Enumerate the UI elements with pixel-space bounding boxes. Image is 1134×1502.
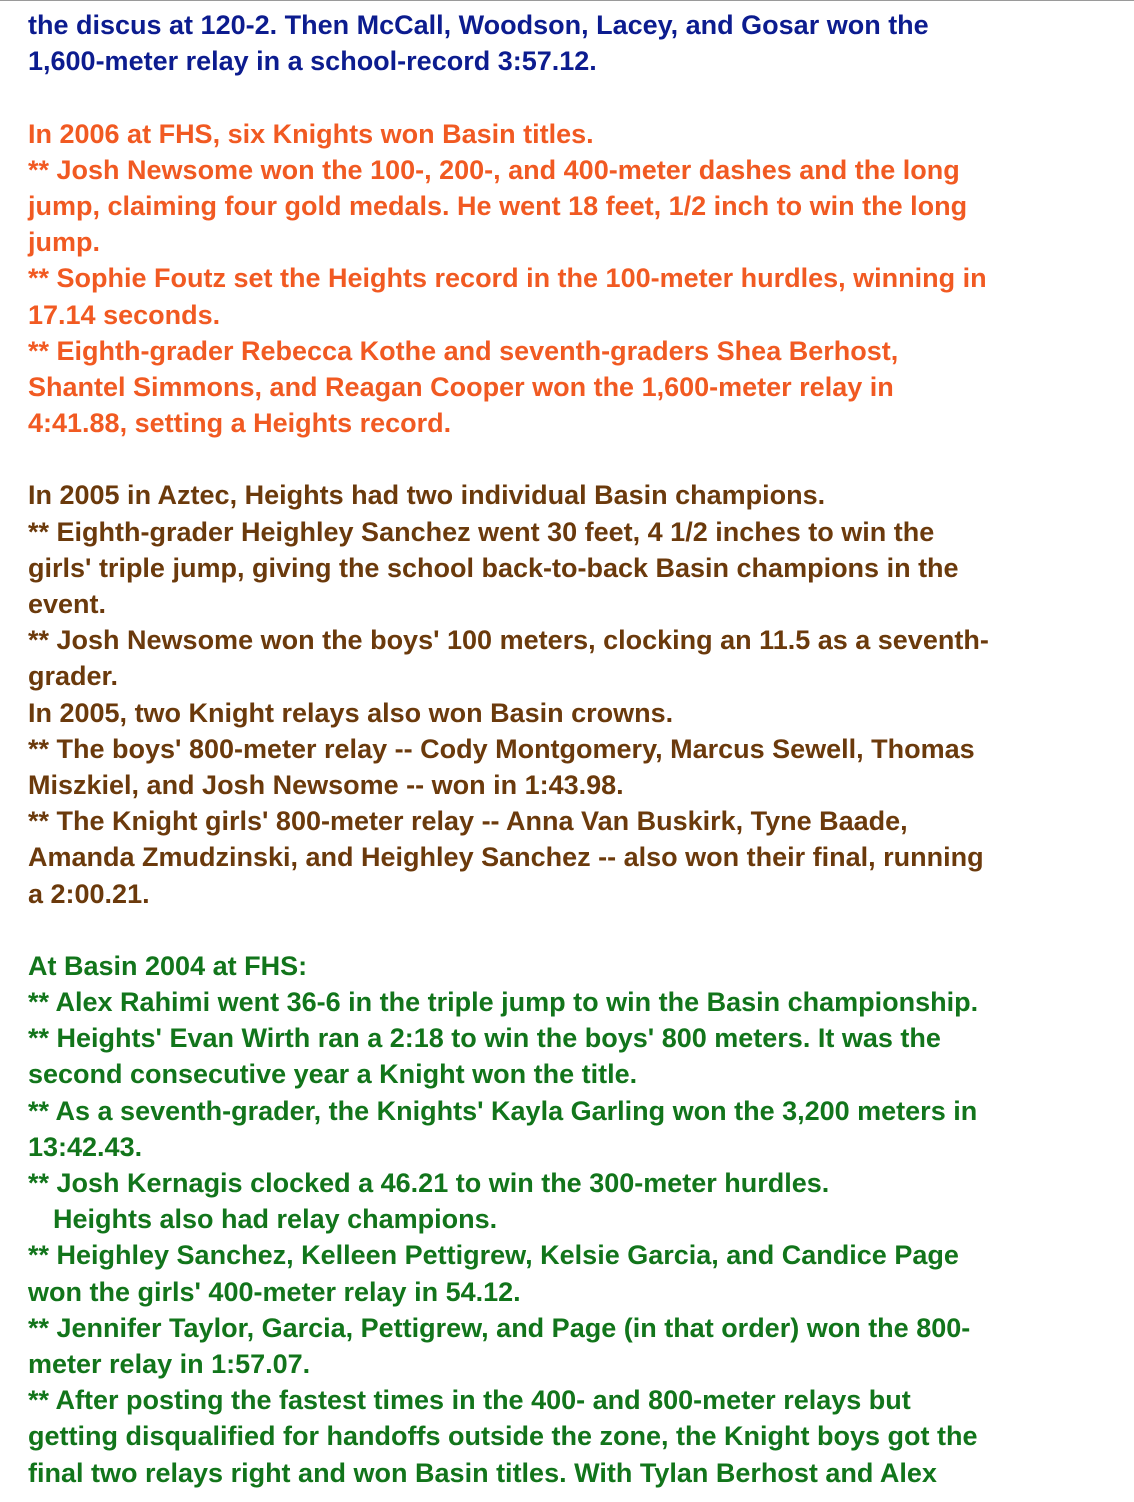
text-line: ** The boys' 800-meter relay -- Cody Montgomery, Marcus Sewell, Thomas [28, 733, 975, 764]
text-line: ** Heighley Sanchez, Kelleen Pettigrew, Kelsie Garcia, and Candice Page [28, 1240, 959, 1271]
text-line: ** Heights' Evan Wirth ran a 2:18 to win the boys' 800 meters. It was the [28, 1023, 941, 1054]
text-line: Heights also had relay champions. [53, 1204, 498, 1235]
text-line: Miszkiel, and Josh Newsome -- won in 1:43.98. [28, 769, 624, 800]
text-line: girls' triple jump, giving the school back-to-back Basin champions in the [28, 552, 959, 583]
text-line: won the girls' 400-meter relay in 54.12. [28, 1276, 521, 1307]
text-line: ** Josh Newsome won the 100-, 200-, and 400-meter dashes and the long [28, 154, 960, 185]
text-line: ** As a seventh-grader, the Knights' Kayla Garling won the 3,200 meters in [28, 1095, 978, 1126]
text-line: final two relays right and won Basin titles. With Tylan Berhost and Alex [28, 1457, 937, 1488]
text-line: meter relay in 1:57.07. [28, 1348, 311, 1379]
text-line: second consecutive year a Knight won the title. [28, 1059, 638, 1090]
section-heading: In 2006 at FHS, six Knights won Basin titles. [28, 118, 594, 149]
text-line: getting disqualified for handoffs outside the zone, the Knight boys got the [28, 1421, 978, 1452]
section-2006 [28, 116, 1123, 442]
paragraph-gap [28, 79, 1123, 115]
text-line: In 2005, two Knight relays also won Basin crowns. [28, 697, 674, 728]
section-2004 [28, 948, 1123, 1491]
text-line: Amanda Zmudzinski, and Heighley Sanchez -- also won their final, running [28, 842, 984, 873]
text-line: the discus at 120-2. Then McCall, Woodson, Lacey, and Gosar won the [28, 10, 929, 40]
text-line: jump, claiming four gold medals. He went 18 feet, 1/2 inch to win the long [28, 190, 968, 221]
text-line: Shantel Simmons, and Reagan Cooper won the 1,600-meter relay in [28, 371, 894, 402]
article-body [28, 7, 1123, 1491]
text-line: ** Alex Rahimi went 36-6 in the triple jump to win the Basin championship. [28, 987, 979, 1018]
section-heading: In 2005 in Aztec, Heights had two individual Basin champions. [28, 480, 826, 511]
section-intro [28, 7, 1123, 79]
text-line: ** Josh Kernagis clocked a 46.21 to win the 300-meter hurdles. [28, 1168, 830, 1198]
text-line: event. [28, 589, 107, 619]
section-2005 [28, 477, 1123, 911]
text-line: a 2:00.21. [28, 878, 150, 909]
text-line: 17.14 seconds. [28, 299, 221, 330]
text-line: ** After posting the fastest times in the 400- and 800-meter relays but [28, 1385, 911, 1416]
text-line: grader. [28, 661, 119, 692]
top-divider [0, 0, 1134, 1]
text-line: ** Jennifer Taylor, Garcia, Pettigrew, and Page (in that order) won the 800- [28, 1312, 971, 1343]
text-line: ** The Knight girls' 800-meter relay -- Anna Van Buskirk, Tyne Baade, [28, 806, 908, 837]
text-line: 1,600-meter relay in a school-record 3:57.12. [28, 46, 597, 77]
paragraph-gap [28, 441, 1123, 477]
text-line: 4:41.88, setting a Heights record. [28, 408, 452, 439]
text-line: 13:42.43. [28, 1131, 143, 1162]
text-line: ** Eighth-grader Rebecca Kothe and seventh-graders Shea Berhost, [28, 335, 899, 366]
text-line: jump. [28, 227, 100, 258]
text-line: ** Josh Newsome won the boys' 100 meters, clocking an 11.5 as a seventh- [28, 625, 989, 656]
paragraph-gap [28, 912, 1123, 948]
text-line: ** Sophie Foutz set the Heights record in the 100-meter hurdles, winning in [28, 263, 987, 294]
text-line: ** Eighth-grader Heighley Sanchez went 30 feet, 4 1/2 inches to win the [28, 516, 935, 547]
section-heading: At Basin 2004 at FHS: [28, 950, 308, 981]
